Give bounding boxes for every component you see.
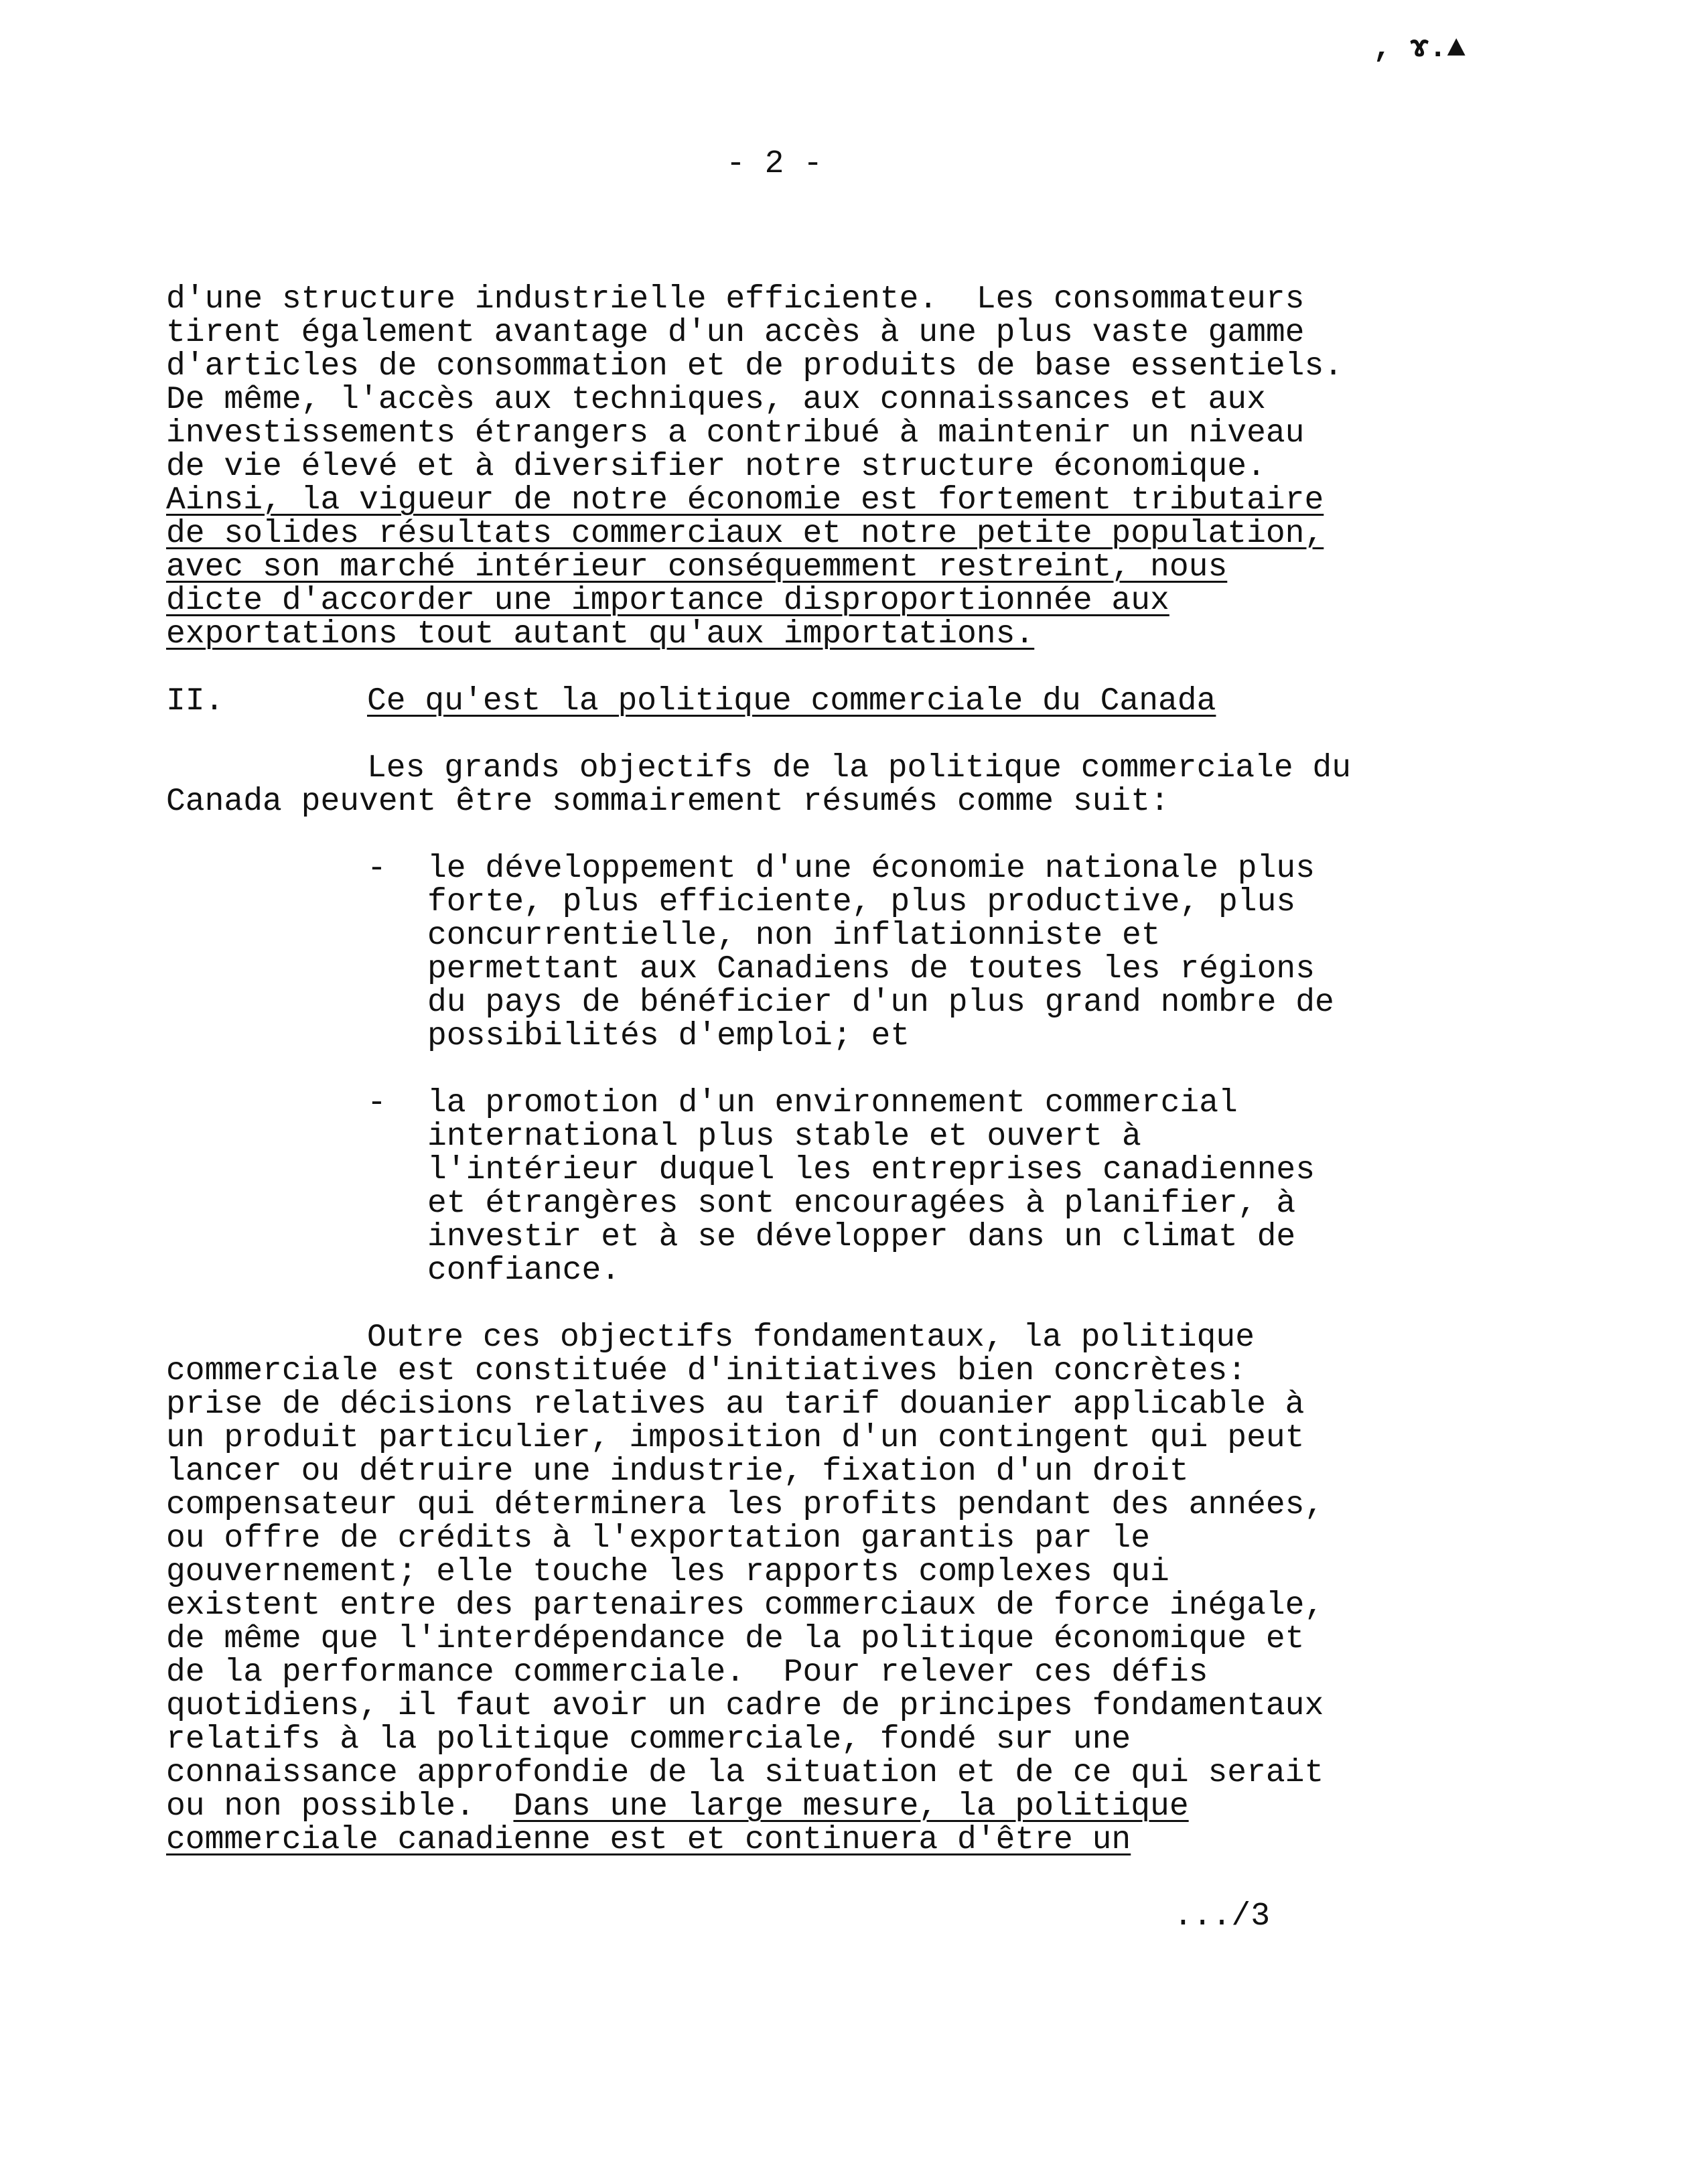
underlined-text-line: de solides résultats commerciaux et notre petite population, — [166, 516, 1324, 552]
text-line: investissements étrangers a contribué à maintenir un niveau — [166, 415, 1305, 451]
text-line: prise de décisions relatives au tarif douanier applicable à — [166, 1387, 1305, 1423]
text-line: forte, plus efficiente, plus productive, plus — [427, 884, 1296, 920]
bullet-dash: - — [367, 851, 386, 887]
text-line: Les grands objectifs de la politique commerciale du — [367, 750, 1352, 786]
text-line: d'articles de consommation et de produits de base essentiels. — [166, 348, 1344, 384]
text-line: et étrangères sont encouragées à planifier, à — [427, 1186, 1296, 1222]
text-line: quotidiens, il faut avoir un cadre de principes fondamentaux — [166, 1688, 1324, 1724]
text-line: relatifs à la politique commerciale, fondé sur une — [166, 1722, 1131, 1758]
text-line: lancer ou détruire une industrie, fixation d'un droit — [166, 1454, 1189, 1490]
text-line: le développement d'une économie nationale plus — [427, 851, 1315, 887]
text-line: permettant aux Canadiens de toutes les régions — [427, 951, 1315, 987]
text-line: commerciale est constituée d'initiatives bien concrètes: — [166, 1353, 1247, 1389]
text-line: Outre ces objectifs fondamentaux, la politique — [367, 1320, 1255, 1356]
text-line: investir et à se développer dans un climat de — [427, 1219, 1296, 1255]
text-line: tirent également avantage d'un accès à une plus vaste gamme — [166, 315, 1305, 351]
text-line: ou offre de crédits à l'exportation garantis par le — [166, 1521, 1151, 1557]
underlined-text-span: Dans une large mesure, la politique — [513, 1788, 1189, 1825]
text-line: l'intérieur duquel les entreprises canadiennes — [427, 1152, 1315, 1188]
text-line: international plus stable et ouvert à — [427, 1119, 1141, 1155]
underlined-text-line: dicte d'accorder une importance disproportionnée aux — [166, 583, 1169, 619]
text-line: de même que l'interdépendance de la politique économique et — [166, 1621, 1305, 1657]
text-line: confiance. — [427, 1253, 621, 1289]
text-line: Canada peuvent être sommairement résumés comme suit: — [166, 784, 1169, 820]
bullet-dash: - — [367, 1085, 386, 1121]
corner-handwritten-mark: , ɤ.▲ — [1373, 31, 1466, 66]
section-number: II. — [166, 683, 224, 719]
underlined-text-line: avec son marché intérieur conséquemment restreint, nous — [166, 549, 1228, 585]
text-line: compensateur qui déterminera les profits pendant des années, — [166, 1487, 1324, 1523]
text-line-mixed — [166, 1790, 1189, 1823]
section-title: Ce qu'est la politique commerciale du Canada — [367, 683, 1216, 719]
continuation-marker: .../3 — [1173, 1898, 1271, 1935]
text-line: du pays de bénéficier d'un plus grand nombre de — [427, 985, 1334, 1021]
text-line: gouvernement; elle touche les rapports complexes qui — [166, 1554, 1169, 1590]
text-line: la promotion d'un environnement commercial — [427, 1085, 1238, 1121]
text-line: de la performance commerciale. Pour relever ces défis — [166, 1655, 1208, 1691]
text-line: de vie élevé et à diversifier notre structure économique. — [166, 449, 1266, 485]
underlined-text-line: commerciale canadienne est et continuera d'être un — [166, 1822, 1131, 1858]
text-span: ou non possible. — [166, 1788, 514, 1825]
text-line: possibilités d'emploi; et — [427, 1018, 910, 1054]
text-line: De même, l'accès aux techniques, aux connaissances et aux — [166, 382, 1266, 418]
underlined-text-line: exportations tout autant qu'aux importations. — [166, 616, 1035, 652]
text-line: connaissance approfondie de la situation et de ce qui serait — [166, 1755, 1324, 1791]
underlined-text-line: Ainsi, la vigueur de notre économie est fortement tributaire — [166, 482, 1324, 518]
text-line: un produit particulier, imposition d'un contingent qui peut — [166, 1420, 1305, 1456]
page-number: - 2 - — [726, 146, 823, 182]
text-line: d'une structure industrielle efficiente. Les consommateurs — [166, 281, 1305, 318]
text-line: existent entre des partenaires commerciaux de force inégale, — [166, 1588, 1324, 1624]
text-line: concurrentielle, non inflationniste et — [427, 918, 1161, 954]
